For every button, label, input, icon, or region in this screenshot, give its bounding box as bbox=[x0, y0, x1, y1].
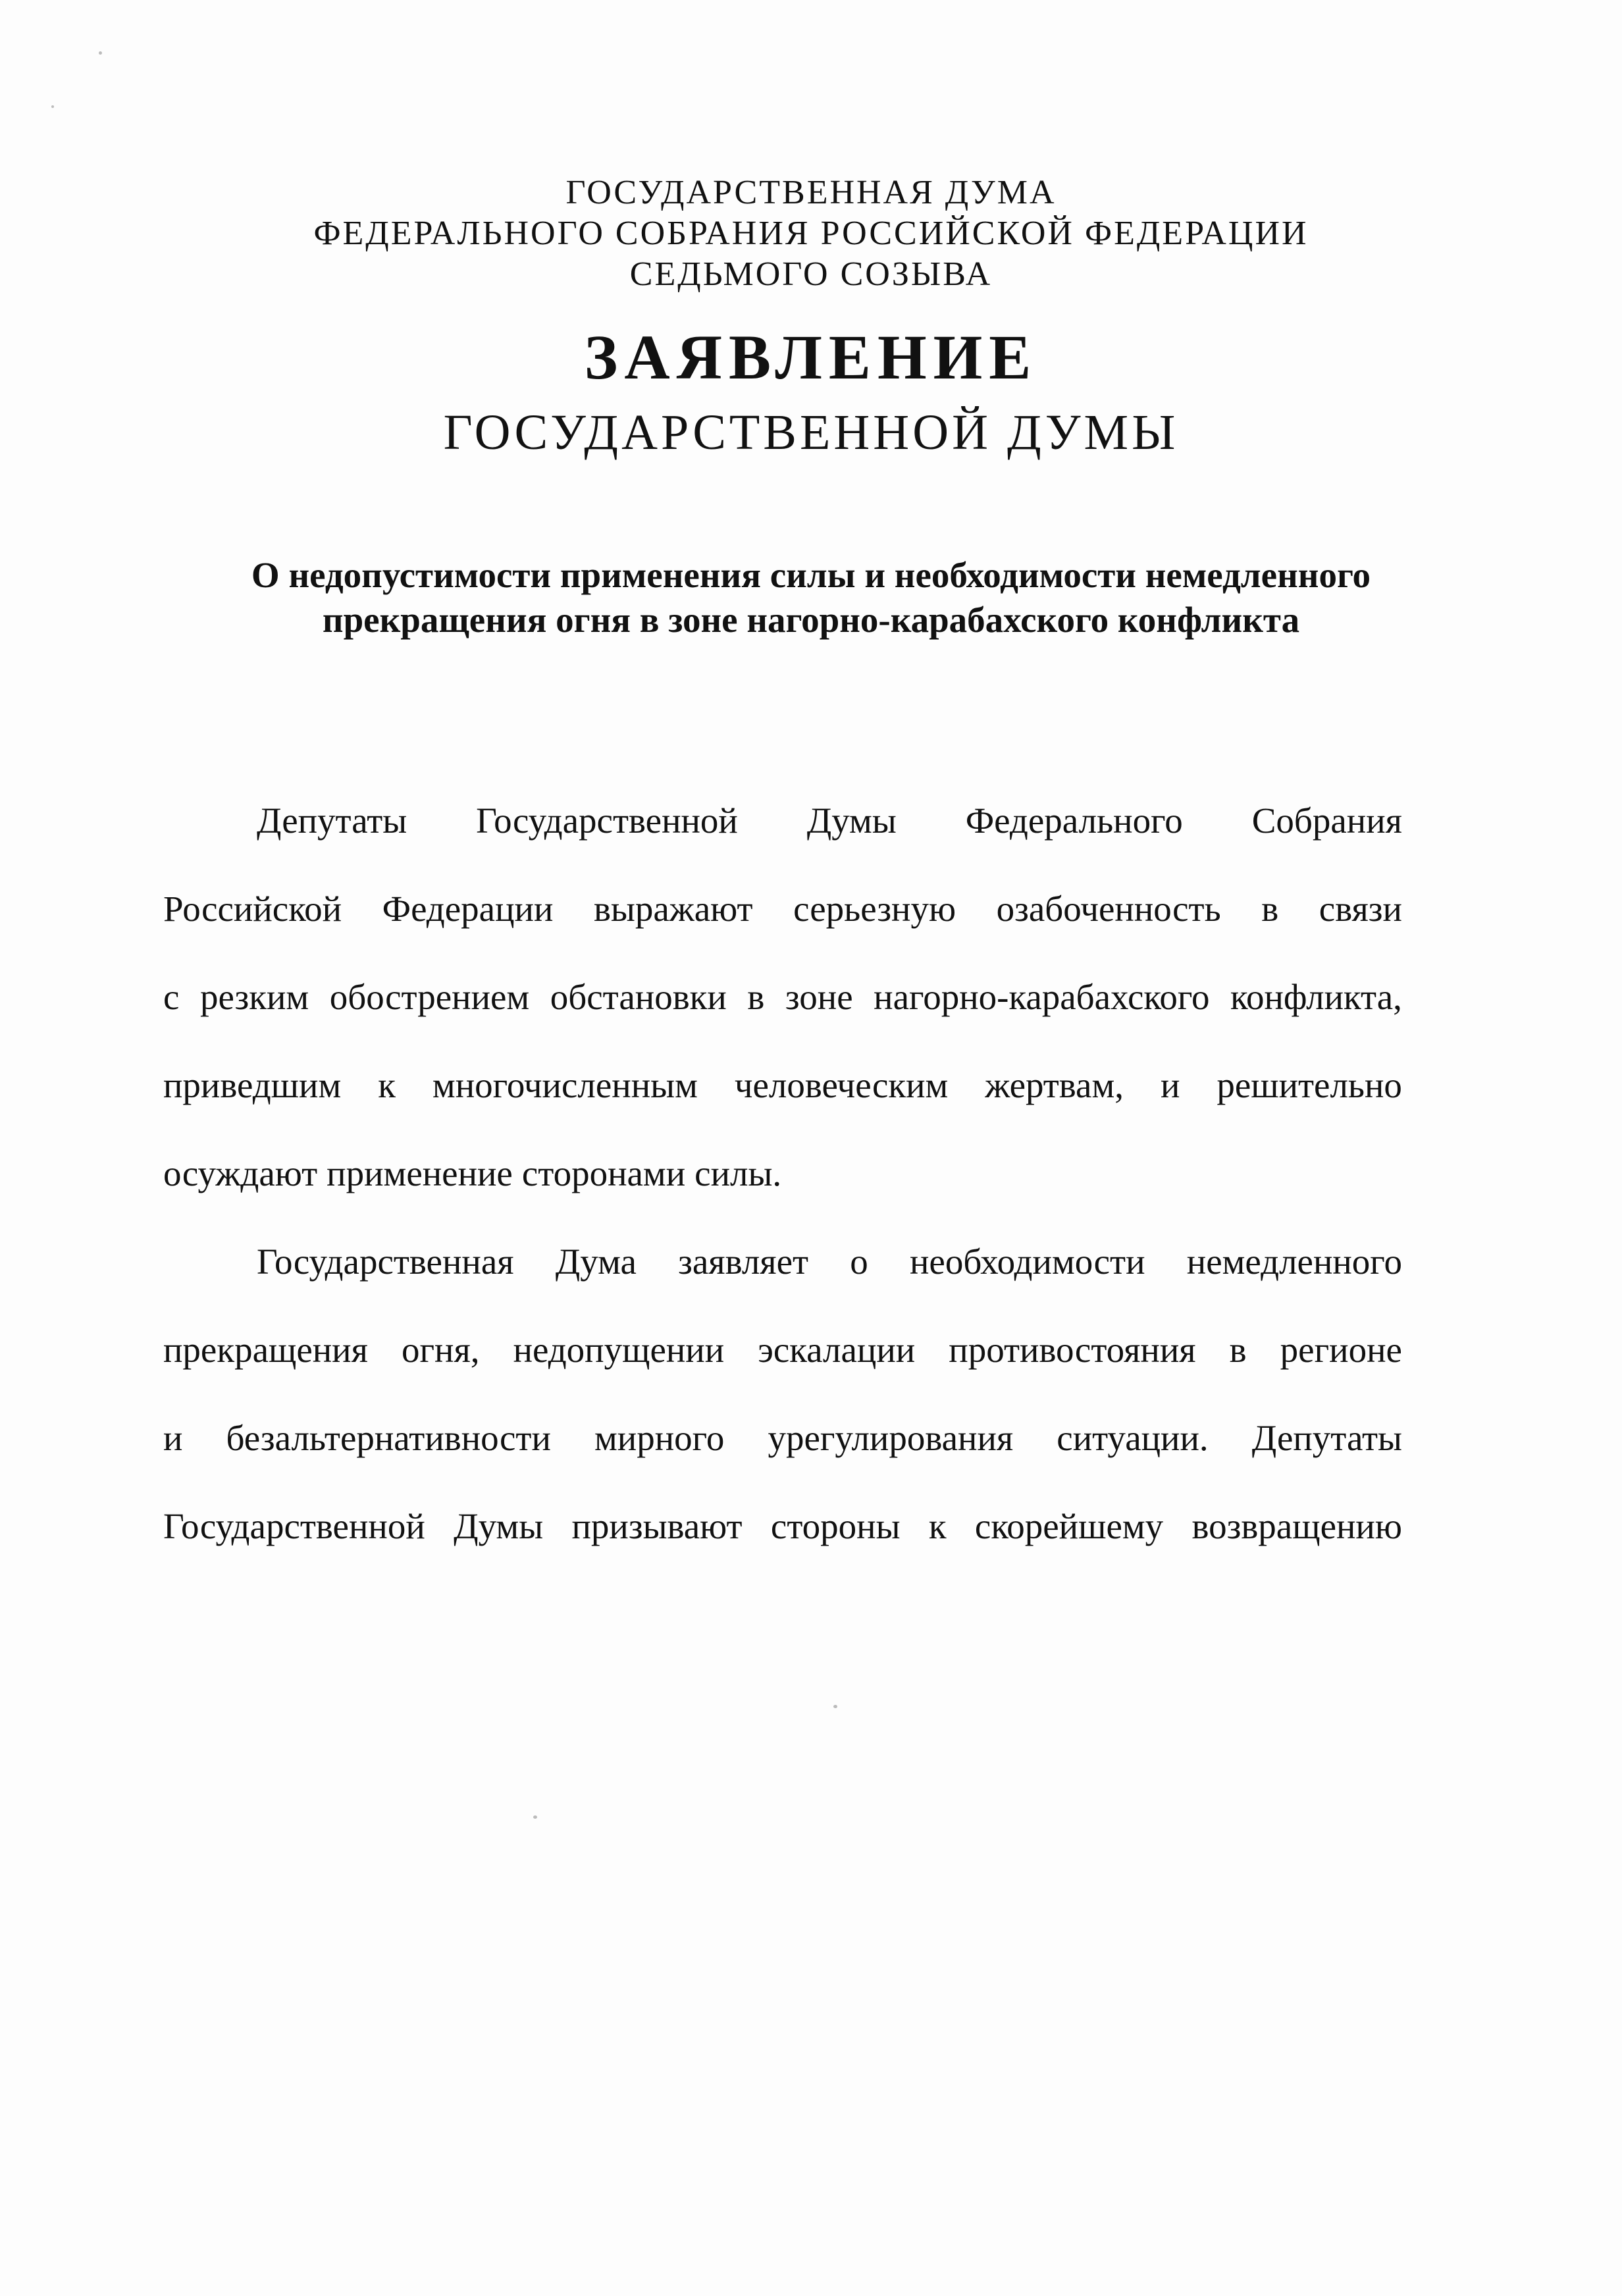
scan-speck bbox=[533, 1815, 537, 1819]
scan-speck bbox=[99, 51, 102, 55]
document-subtitle: ГОСУДАРСТВЕННОЙ ДУМЫ bbox=[443, 405, 1179, 460]
body-line: прекращения огня, недопущении эскалации противостояния в регионе bbox=[163, 1330, 1402, 1370]
paragraph-1 bbox=[163, 777, 1402, 1218]
body-line: Государственная Дума заявляет о необходимости немедленного bbox=[257, 1241, 1402, 1282]
document-header bbox=[0, 172, 1622, 295]
header-line-duma: ГОСУДАРСТВЕННАЯ ДУМА bbox=[565, 174, 1057, 211]
body-line: с резким обострением обстановки в зоне нагорно-карабахского конфликта, bbox=[163, 977, 1402, 1017]
body-line: и безальтернативности мирного урегулирования ситуации. Депутаты bbox=[163, 1418, 1402, 1458]
document-topic bbox=[0, 553, 1622, 642]
document-body bbox=[163, 777, 1402, 1571]
topic-line-1: О недопустимости применения силы и необходимости немедленного bbox=[251, 555, 1371, 595]
body-line: осуждают применение сторонами силы. bbox=[163, 1153, 782, 1193]
topic-line-2: прекращения огня в зоне нагорно-карабахского конфликта bbox=[322, 600, 1300, 640]
scan-speck bbox=[833, 1705, 837, 1708]
body-line: Депутаты Государственной Думы Федерального Собрания bbox=[257, 800, 1402, 841]
scan-speck bbox=[51, 105, 54, 108]
header-line-assembly: ФЕДЕРАЛЬНОГО СОБРАНИЯ РОССИЙСКОЙ ФЕДЕРАЦИИ bbox=[313, 215, 1309, 252]
body-line: Государственной Думы призывают стороны к скорейшему возвращению bbox=[163, 1506, 1402, 1546]
body-line: приведшим к многочисленным человеческим жертвам, и решительно bbox=[163, 1065, 1402, 1105]
document-title: ЗАЯВЛЕНИЕ bbox=[584, 322, 1038, 392]
paragraph-2 bbox=[163, 1218, 1402, 1571]
header-line-convocation: СЕДЬМОГО СОЗЫВА bbox=[629, 255, 993, 293]
body-line: Российской Федерации выражают серьезную озабоченность в связи bbox=[163, 889, 1402, 929]
